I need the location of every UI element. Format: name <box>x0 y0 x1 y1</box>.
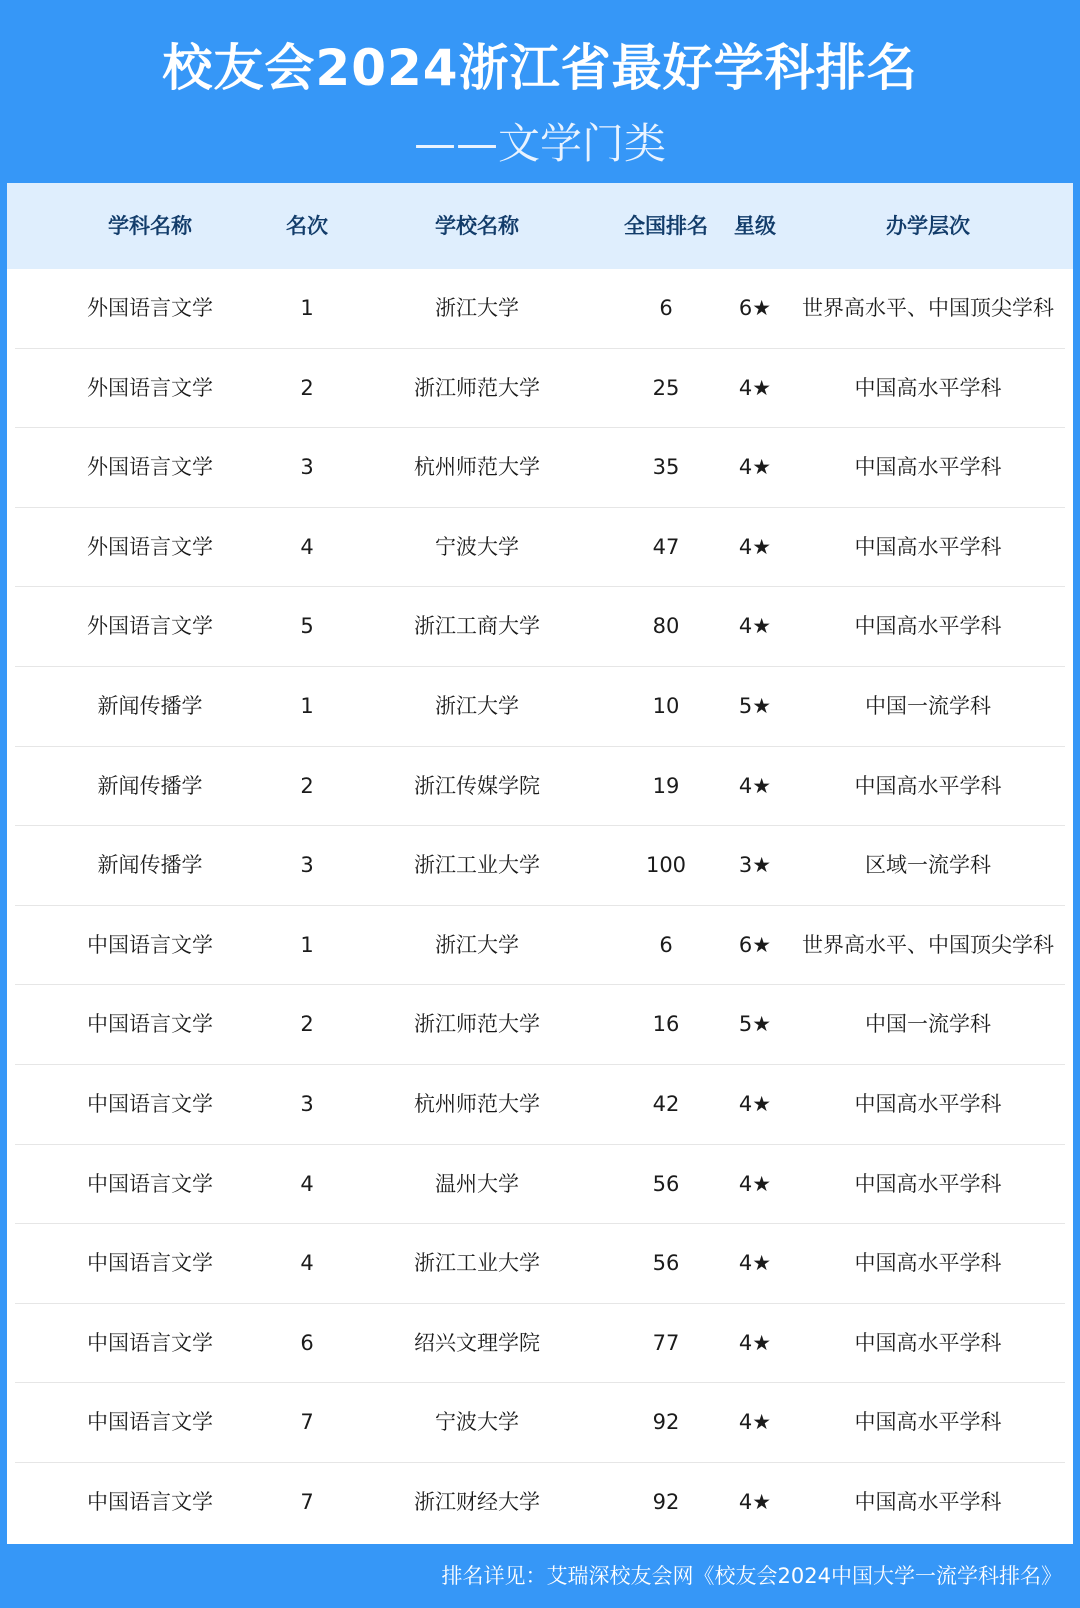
level-cell: 中国高水平学科 <box>854 1330 1002 1355</box>
rank-cell: 2 <box>300 375 314 400</box>
table-row <box>7 349 1073 429</box>
national-rank-cell: 19 <box>652 773 680 798</box>
national-rank-cell: 92 <box>652 1490 680 1514</box>
subject-cell: 新闻传播学 <box>97 853 203 878</box>
level-cell: 中国高水平学科 <box>854 1410 1002 1435</box>
table-row <box>7 1383 1073 1463</box>
level-cell: 中国高水平学科 <box>854 375 1002 400</box>
subject-cell: 中国语言文学 <box>87 1410 213 1435</box>
table-row <box>7 747 1073 827</box>
table-row <box>7 1304 1073 1384</box>
rank-cell: 7 <box>300 1490 314 1514</box>
school-cell: 浙江工业大学 <box>414 853 540 878</box>
col-header-subject: 学科名称 <box>108 214 192 238</box>
subject-cell: 新闻传播学 <box>97 694 203 718</box>
school-cell: 宁波大学 <box>435 1410 519 1435</box>
level-cell: 中国高水平学科 <box>854 1092 1002 1116</box>
col-header-level: 办学层次 <box>886 214 970 238</box>
stars-cell: 4★ <box>738 1092 772 1116</box>
school-cell: 浙江传媒学院 <box>414 773 540 798</box>
page-title: 校友会2024浙江省最好学科排名 <box>162 39 918 97</box>
school-cell: 绍兴文理学院 <box>414 1330 540 1355</box>
rank-cell: 4 <box>300 1251 314 1276</box>
subject-cell: 中国语言文学 <box>87 1490 213 1514</box>
table-row <box>7 906 1073 986</box>
rank-cell: 3 <box>300 455 314 480</box>
national-rank-cell: 35 <box>652 455 680 480</box>
level-cell: 中国高水平学科 <box>854 455 1002 480</box>
school-cell: 浙江工业大学 <box>414 1251 540 1276</box>
stars-cell: 6★ <box>738 296 772 320</box>
school-cell: 浙江财经大学 <box>414 1490 540 1514</box>
level-cell: 中国高水平学科 <box>854 1490 1002 1514</box>
level-cell: 中国高水平学科 <box>854 1251 1002 1276</box>
level-cell: 中国一流学科 <box>865 1012 991 1037</box>
school-cell: 宁波大学 <box>435 534 519 559</box>
stars-cell: 5★ <box>738 1012 772 1037</box>
rank-cell: 4 <box>300 1171 314 1196</box>
table-row <box>7 1224 1073 1304</box>
school-cell: 温州大学 <box>435 1171 519 1196</box>
subject-cell: 新闻传播学 <box>97 773 203 798</box>
school-cell: 杭州师范大学 <box>414 1092 540 1116</box>
subject-cell: 中国语言文学 <box>87 1251 213 1276</box>
stars-cell: 6★ <box>738 932 772 957</box>
national-rank-cell: 92 <box>652 1410 680 1435</box>
col-header-stars: 星级 <box>734 214 776 238</box>
table-row <box>7 1145 1073 1225</box>
level-cell: 区域一流学科 <box>865 853 991 878</box>
level-cell: 中国高水平学科 <box>854 614 1002 639</box>
level-cell: 中国高水平学科 <box>854 534 1002 559</box>
national-rank-cell: 56 <box>652 1171 680 1196</box>
rank-cell: 4 <box>300 534 314 559</box>
table-row <box>7 1065 1073 1145</box>
school-cell: 浙江师范大学 <box>414 375 540 400</box>
page-subtitle: ——文学门类 <box>413 119 666 168</box>
level-cell: 中国高水平学科 <box>854 1171 1002 1196</box>
national-rank-cell: 6 <box>659 932 673 957</box>
subject-cell: 外国语言文学 <box>87 296 213 320</box>
national-rank-cell: 25 <box>652 375 680 400</box>
subject-cell: 中国语言文学 <box>87 1092 213 1116</box>
table-row <box>7 508 1073 588</box>
level-cell: 中国一流学科 <box>865 694 991 718</box>
school-cell: 杭州师范大学 <box>414 455 540 480</box>
col-header-rank: 名次 <box>286 214 328 238</box>
stars-cell: 4★ <box>738 1330 772 1355</box>
col-header-school: 学校名称 <box>435 214 519 238</box>
school-cell: 浙江大学 <box>435 694 519 718</box>
table-row <box>7 667 1073 747</box>
rank-cell: 2 <box>300 773 314 798</box>
subject-cell: 中国语言文学 <box>87 1012 213 1037</box>
stars-cell: 4★ <box>738 614 772 639</box>
subject-cell: 外国语言文学 <box>87 534 213 559</box>
level-cell: 世界高水平、中国顶尖学科 <box>802 296 1054 320</box>
subject-cell: 外国语言文学 <box>87 614 213 639</box>
table-row <box>7 428 1073 508</box>
subject-cell: 中国语言文学 <box>87 932 213 957</box>
stars-cell: 4★ <box>738 1171 772 1196</box>
rank-cell: 7 <box>300 1410 314 1435</box>
national-rank-cell: 80 <box>652 614 680 639</box>
ranking-table <box>7 183 1073 1544</box>
subject-cell: 外国语言文学 <box>87 375 213 400</box>
national-rank-cell: 6 <box>659 296 673 320</box>
national-rank-cell: 10 <box>652 694 680 718</box>
rank-cell: 6 <box>300 1330 314 1355</box>
national-rank-cell: 42 <box>652 1092 680 1116</box>
rank-cell: 1 <box>300 694 314 718</box>
school-cell: 浙江工商大学 <box>414 614 540 639</box>
national-rank-cell: 100 <box>645 853 687 878</box>
table-row <box>7 1463 1073 1543</box>
stars-cell: 4★ <box>738 773 772 798</box>
national-rank-cell: 56 <box>652 1251 680 1276</box>
table-row <box>7 985 1073 1065</box>
table-row <box>7 587 1073 667</box>
national-rank-cell: 47 <box>652 534 680 559</box>
rank-cell: 5 <box>300 614 314 639</box>
rank-cell: 1 <box>300 296 314 320</box>
subject-cell: 外国语言文学 <box>87 455 213 480</box>
national-rank-cell: 77 <box>652 1330 680 1355</box>
school-cell: 浙江师范大学 <box>414 1012 540 1037</box>
source-note: 排名详见：艾瑞深校友会网《校友会2024中国大学一流学科排名》 <box>441 1564 1062 1588</box>
level-cell: 中国高水平学科 <box>854 773 1002 798</box>
table-row <box>7 826 1073 906</box>
subject-cell: 中国语言文学 <box>87 1330 213 1355</box>
level-cell: 世界高水平、中国顶尖学科 <box>802 932 1054 957</box>
rank-cell: 3 <box>300 853 314 878</box>
stars-cell: 4★ <box>738 1251 772 1276</box>
rank-cell: 2 <box>300 1012 314 1037</box>
rank-cell: 3 <box>300 1092 314 1116</box>
school-cell: 浙江大学 <box>435 932 519 957</box>
subject-cell: 中国语言文学 <box>87 1171 213 1196</box>
table-row <box>7 269 1073 349</box>
national-rank-cell: 16 <box>652 1012 680 1037</box>
rank-cell: 1 <box>300 932 314 957</box>
stars-cell: 4★ <box>738 534 772 559</box>
stars-cell: 4★ <box>738 455 772 480</box>
stars-cell: 4★ <box>738 375 772 400</box>
school-cell: 浙江大学 <box>435 296 519 320</box>
table-header <box>7 183 1073 269</box>
stars-cell: 3★ <box>738 853 772 878</box>
stars-cell: 4★ <box>738 1410 772 1435</box>
stars-cell: 5★ <box>738 694 772 718</box>
stars-cell: 4★ <box>738 1490 772 1514</box>
col-header-national-rank: 全国排名 <box>624 214 708 238</box>
